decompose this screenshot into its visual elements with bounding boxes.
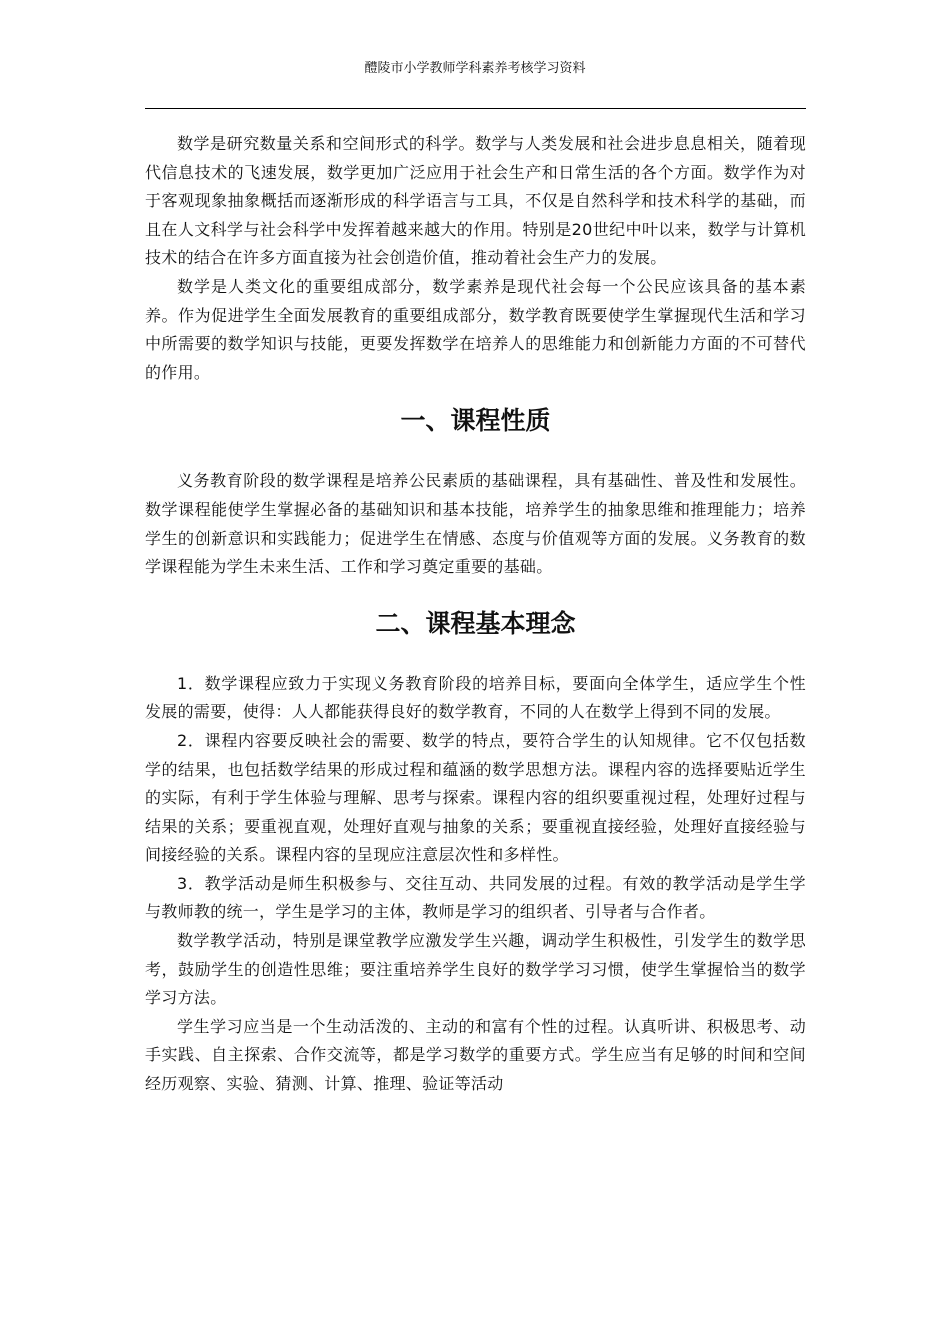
concept-paragraph-5: 学生学习应当是一个生动活泼的、主动的和富有个性的过程。认真听讲、积极思考、动手实践、自主探索、合作交流等，都是学习数学的重要方式。学生应当有足够的时间和空间经历观察、实验、猜测、计算、推理、验证等活动 [145, 1016, 806, 1094]
section-heading-course-nature: 一、课程性质 [400, 406, 551, 436]
intro-paragraph-1: 数学是研究数量关系和空间形式的科学。数学与人类发展和社会进步息息相关，随着现代信息技术的飞速发展，数学更加广泛应用于社会生产和日常生活的各个方面。数学作为对于客观现象抽象概括而逐渐形成的科学语言与工具，不仅是自然科学和技术科学的基础，而且在人文科学与社会科学中发挥着越来越大的作用。特别是20世纪中叶以来，数学与计算机技术的结合在许多方面直接为社会创造价值，推动着社会生产力的发展。 [145, 134, 806, 268]
course-nature-paragraph: 义务教育阶段的数学课程是培养公民素质的基础课程，具有基础性、普及性和发展性。数学课程能使学生掌握必备的基础知识和基本技能，培养学生的抽象思维和推理能力；培养学生的创新意识和实践能力；促进学生在情感、态度与价值观等方面的发展。义务教育的数学课程能为学生未来生活、工作和学习奠定重要的基础。 [145, 471, 806, 577]
concept-paragraph-1: 1．数学课程应致力于实现义务教育阶段的培养目标，要面向全体学生，适应学生个性发展的需要，使得：人人都能获得良好的数学教育，不同的人在数学上得到不同的发展。 [145, 673, 806, 722]
intro-paragraph-2: 数学是人类文化的重要组成部分，数学素养是现代社会每一个公民应该具备的基本素养。作为促进学生全面发展教育的重要组成部分，数学教育既要使学生掌握现代生活和学习中所需要的数学知识与技能，更要发挥数学在培养人的思维能力和创新能力方面的不可替代的作用。 [145, 276, 806, 382]
page-header-title: 醴陵市小学教师学科素养考核学习资料 [364, 61, 586, 76]
document-body [145, 130, 806, 1099]
header-divider [145, 108, 806, 109]
concept-paragraph-2: 2．课程内容要反映社会的需要、数学的特点，要符合学生的认知规律。它不仅包括数学的结果，也包括数学结果的形成过程和蕴涵的数学思想方法。课程内容的选择要贴近学生的实际，有利于学生体验与理解、思考与探索。课程内容的组织要重视过程，处理好过程与结果的关系；要重视直观，处理好直观与抽象的关系；要重视直接经验，处理好直接经验与间接经验的关系。课程内容的呈现应注意层次性和多样性。 [145, 730, 806, 865]
concept-paragraph-3: 3．教学活动是师生积极参与、交往互动、共同发展的过程。有效的教学活动是学生学与教师教的统一，学生是学习的主体，教师是学习的组织者、引导者与合作者。 [145, 873, 806, 922]
concept-paragraph-4: 数学教学活动，特别是课堂教学应激发学生兴趣，调动学生积极性，引发学生的数学思考，鼓励学生的创造性思维；要注重培养学生良好的数学学习习惯，使学生掌握恰当的数学学习方法。 [145, 931, 806, 1008]
section-heading-basic-concepts: 二、课程基本理念 [375, 608, 576, 638]
